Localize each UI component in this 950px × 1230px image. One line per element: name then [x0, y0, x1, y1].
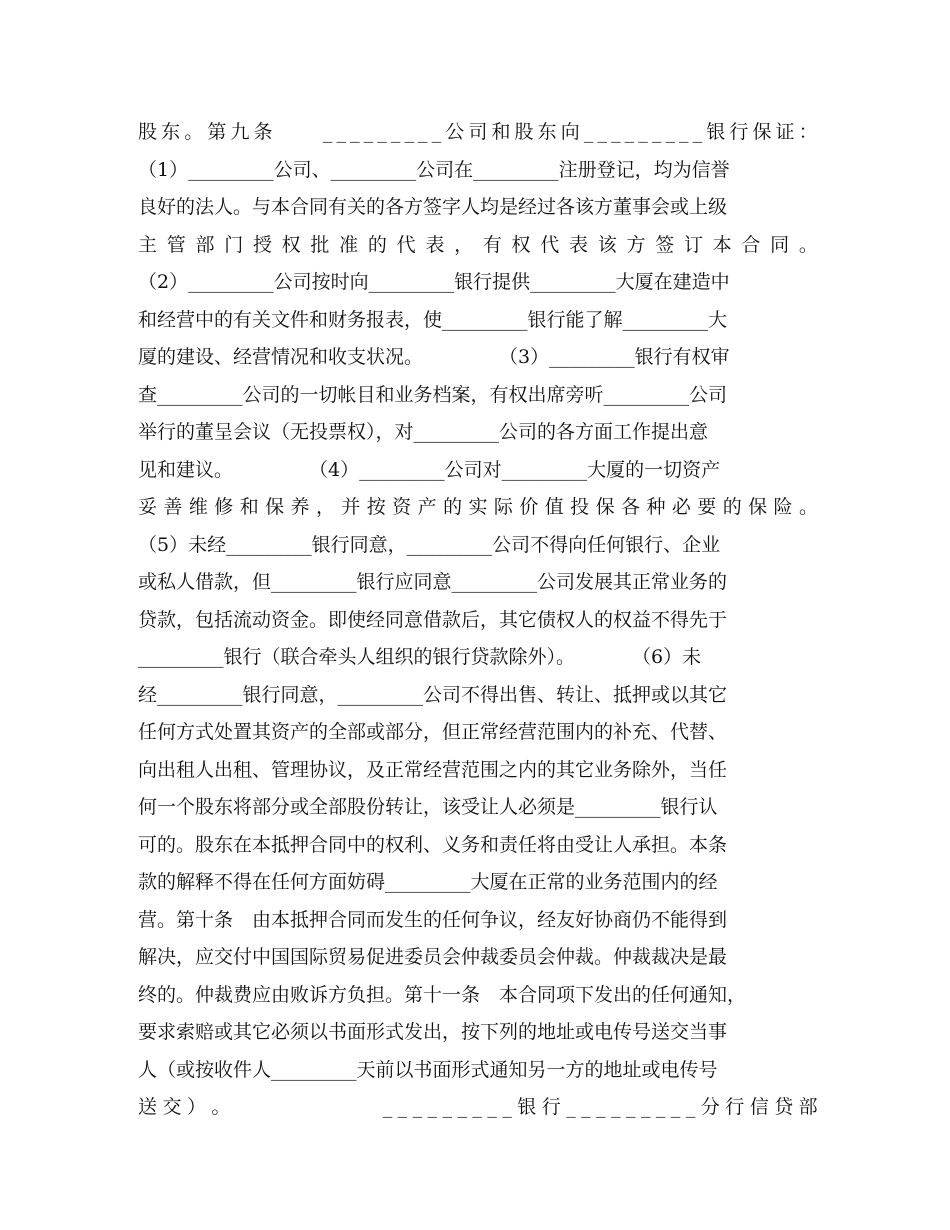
text-line: 查_________公司的一切帐目和业务档案，有权出席旁听_________公司: [138, 383, 728, 406]
glyph: 的: [722, 496, 742, 518]
glyph: _: [418, 121, 428, 143]
glyph: 主: [138, 233, 158, 256]
glyph: 东: [161, 121, 181, 143]
glyph: _: [611, 121, 621, 143]
glyph: 。: [211, 1096, 231, 1118]
text-line: （2）_________公司按时向_________银行提供_________大厦在建造中: [138, 271, 730, 293]
contract-body-text: [138, 114, 818, 1127]
glyph: 该: [597, 233, 617, 256]
glyph: _: [611, 1096, 621, 1118]
glyph: 善: [163, 496, 183, 518]
glyph: _: [397, 1096, 408, 1118]
text-line: 和经营中的有关文件和财务报表，使_________银行能了解_________大: [138, 308, 728, 331]
glyph: _: [350, 121, 360, 143]
glyph: 实: [468, 496, 488, 518]
glyph: 代: [396, 233, 416, 256]
glyph: 公: [445, 121, 465, 143]
text-line: 或私人借款，但_________银行应同意_________公司发展其正常业务的: [138, 571, 728, 593]
text-line: 解决，应交付中国国际贸易促进委员会仲裁委员会仲裁。仲裁裁决是最: [138, 946, 728, 968]
glyph: _: [665, 121, 675, 143]
glyph: 第: [207, 121, 227, 143]
glyph: 的: [443, 496, 463, 518]
glyph: _: [412, 1096, 423, 1118]
text-line: （1）_________公司、_________公司在_________注册登记，均为信誉: [138, 158, 730, 181]
glyph: [334, 1089, 353, 1127]
glyph: 养: [290, 496, 310, 518]
glyph: 贷: [774, 1096, 794, 1118]
glyph: _: [679, 121, 689, 143]
glyph: 本: [712, 233, 732, 256]
text-line: [138, 1089, 818, 1127]
text-line: 终的。仲裁费应由败诉方负担。第十一条 本合同项下发出的任何通知，: [138, 983, 747, 1006]
glyph: _: [692, 121, 703, 143]
glyph: 东: [537, 121, 557, 143]
glyph: 方: [626, 233, 646, 256]
glyph: 和: [239, 496, 259, 518]
glyph: 和: [491, 121, 511, 143]
glyph: 九: [230, 121, 250, 143]
glyph: 表: [425, 233, 445, 256]
glyph: 信: [749, 1096, 769, 1118]
glyph: 修: [214, 496, 234, 518]
glyph: 代: [540, 233, 560, 256]
glyph: 产: [417, 496, 437, 518]
glyph: ：: [798, 121, 818, 143]
text-line: [138, 489, 818, 527]
glyph: 批: [310, 233, 330, 256]
glyph: _: [382, 1096, 393, 1118]
glyph: 值: [544, 496, 564, 518]
text-line: 经_________银行同意，_________公司不得出售、转让、抵押或以其它: [138, 683, 728, 706]
glyph: 门: [224, 233, 244, 256]
text-line: 何一个股东将部分或全部股份转让，该受让人必须是_________银行认: [138, 796, 718, 818]
glyph: 银: [706, 121, 726, 143]
glyph: ，: [454, 233, 474, 256]
glyph: 资: [392, 496, 412, 518]
glyph: _: [427, 1096, 438, 1118]
text-line: 见和建议。 （4）_________公司对_________大厦的一切资产: [138, 458, 721, 481]
glyph: 保: [595, 496, 615, 518]
text-line: （5）未经_________银行同意，_________公司不得向任何银行、企业: [138, 533, 721, 556]
glyph: _: [363, 121, 374, 143]
glyph: 。: [798, 233, 818, 256]
glyph: 部: [195, 233, 215, 256]
glyph: _: [502, 1096, 512, 1118]
glyph: [285, 1089, 304, 1127]
glyph: 各: [621, 496, 641, 518]
glyph: [277, 114, 296, 152]
glyph: 准: [339, 233, 359, 256]
glyph: _: [442, 1096, 452, 1118]
glyph: 险: [773, 496, 793, 518]
glyph: 司: [468, 121, 488, 143]
glyph: _: [377, 121, 387, 143]
glyph: [358, 1089, 377, 1127]
glyph: 。: [798, 496, 818, 518]
glyph: _: [640, 1096, 651, 1118]
glyph: _: [390, 121, 401, 143]
glyph: 股: [514, 121, 534, 143]
glyph: _: [457, 1096, 467, 1118]
glyph: _: [638, 121, 648, 143]
glyph: 保: [265, 496, 285, 518]
glyph: 权: [281, 233, 301, 256]
glyph: 交: [162, 1096, 182, 1118]
glyph: 授: [252, 233, 272, 256]
glyph: [236, 1089, 255, 1127]
glyph: 保: [748, 496, 768, 518]
glyph: _: [624, 121, 635, 143]
glyph: 银: [517, 1096, 537, 1118]
glyph: _: [655, 1096, 666, 1118]
text-line: 款的解释不得在任何方面妨碍_________大厦在正常的业务范围内的经: [138, 871, 718, 893]
glyph: _: [583, 121, 594, 143]
glyph: 证: [775, 121, 795, 143]
glyph: _: [431, 121, 442, 143]
glyph: 分: [700, 1096, 720, 1118]
text-line: 可的。股东在本抵押合同中的权利、义务和责任将由受让人承担。本条: [138, 833, 728, 856]
glyph: _: [472, 1096, 482, 1118]
glyph: 投: [570, 496, 590, 518]
glyph: [300, 114, 319, 152]
glyph: 向: [560, 121, 580, 143]
glyph: ）: [186, 1096, 206, 1118]
glyph: 股: [138, 121, 158, 143]
glyph: _: [670, 1096, 681, 1118]
glyph: 管: [166, 233, 186, 256]
glyph: [260, 1089, 279, 1127]
glyph: 行: [725, 1096, 745, 1118]
glyph: 妥: [138, 496, 158, 518]
text-line: 任何方式处置其资产的全部或部分，但正常经营范围内的补充、代替、: [138, 721, 728, 743]
glyph: 订: [683, 233, 703, 256]
text-line: _________银行（联合牵头人组织的银行贷款除外）。 （6）未: [138, 646, 702, 668]
glyph: _: [322, 121, 333, 143]
glyph: 部: [798, 1096, 818, 1118]
glyph: 的: [367, 233, 387, 256]
glyph: _: [404, 121, 414, 143]
text-line: 举行的董呈会议（无投票权），对_________公司的各方面工作提出意: [138, 421, 709, 443]
glyph: ，: [315, 496, 335, 518]
glyph: 签: [655, 233, 675, 256]
glyph: 必: [671, 496, 691, 518]
glyph: _: [581, 1096, 591, 1118]
text-line: [138, 227, 818, 265]
glyph: 种: [646, 496, 666, 518]
glyph: _: [336, 121, 346, 143]
text-line: 厦的建设、经营情况和收支状况。 （3）_________银行有权审: [138, 346, 730, 368]
text-line: 营。第十条 由本抵押合同而发生的任何争议，经友好协商仍不能得到: [138, 908, 728, 931]
glyph: 表: [569, 233, 589, 256]
glyph: 价: [519, 496, 539, 518]
glyph: 权: [511, 233, 531, 256]
text-line: 人（或按收件人_________天前以书面形式通知另一方的地址或电传号: [138, 1058, 718, 1081]
glyph: 行: [541, 1096, 561, 1118]
glyph: 合: [741, 233, 761, 256]
glyph: _: [596, 1096, 606, 1118]
glyph: 有: [482, 233, 502, 256]
glyph: _: [487, 1096, 497, 1118]
text-line: 良好的法人。与本合同有关的各方签字人均是经过各该方董事会或上级: [138, 196, 728, 218]
glyph: 。: [184, 121, 204, 143]
glyph: _: [566, 1096, 576, 1118]
text-line: 要求索赔或其它必须以书面形式发出，按下列的地址或电传号送交当事: [138, 1021, 728, 1043]
glyph: 按: [366, 496, 386, 518]
glyph: _: [651, 121, 662, 143]
glyph: 送: [138, 1096, 158, 1118]
glyph: 条: [253, 121, 273, 143]
glyph: 同: [770, 233, 790, 256]
glyph: _: [685, 1096, 696, 1118]
glyph: 维: [188, 496, 208, 518]
glyph: 并: [341, 496, 361, 518]
text-line: 向出租人出租、管理协议，及正常经营范围之内的其它业务除外，当任: [138, 758, 728, 781]
glyph: _: [597, 121, 607, 143]
glyph: 保: [752, 121, 772, 143]
glyph: _: [626, 1096, 636, 1118]
glyph: [309, 1089, 328, 1127]
text-line: [138, 114, 818, 152]
glyph: 要: [697, 496, 717, 518]
glyph: 行: [729, 121, 749, 143]
glyph: 际: [493, 496, 513, 518]
text-line: 贷款，包括流动资金。即使经同意借款后，其它债权人的权益不得先于: [138, 608, 728, 631]
